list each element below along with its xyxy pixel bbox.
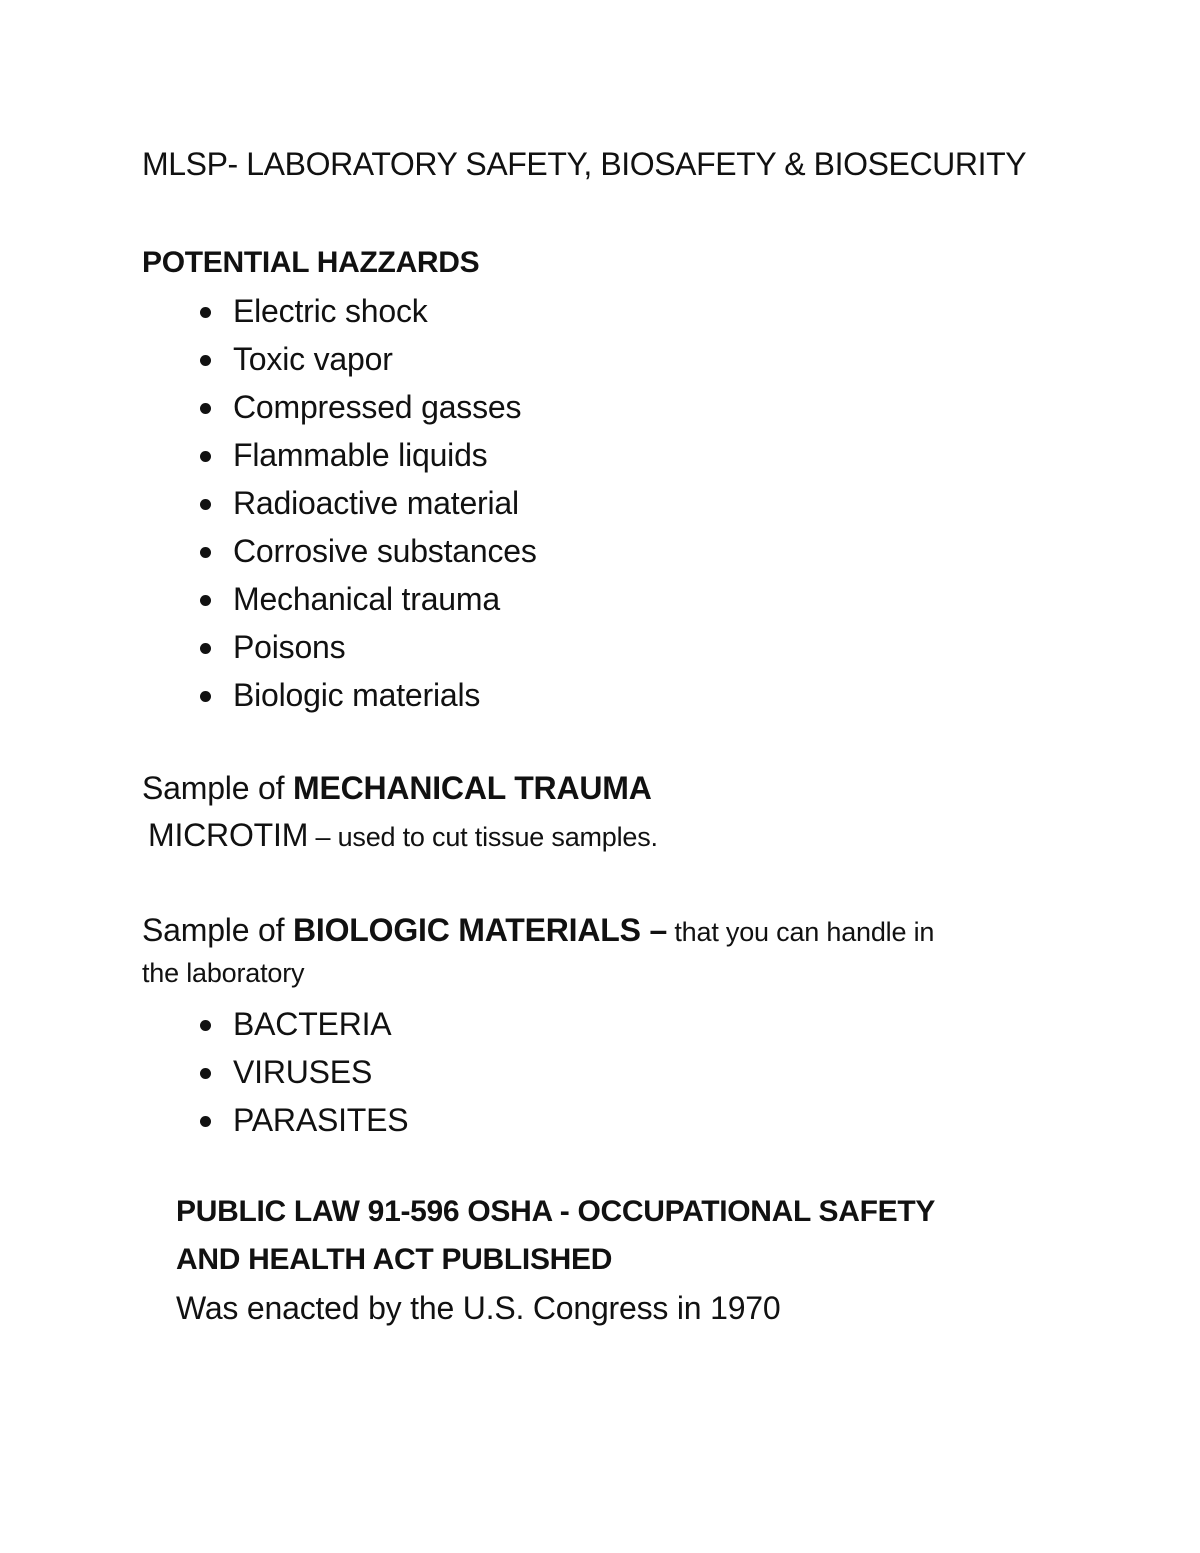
- hazards-heading: POTENTIAL HAZZARDS: [142, 246, 480, 279]
- biologic-item-label: BACTERIA: [233, 1006, 392, 1042]
- biologic-desc-line2: the laboratory: [142, 958, 305, 988]
- list-item: [196, 287, 537, 335]
- list-item: [196, 479, 537, 527]
- microtim-desc: used to cut tissue samples.: [337, 822, 658, 852]
- microtim-line: [148, 817, 658, 854]
- law-text: Was enacted by the U.S. Congress in 1970: [176, 1290, 781, 1326]
- bullet-icon: [200, 499, 211, 510]
- law-heading-line-2: AND HEALTH ACT PUBLISHED: [176, 1243, 613, 1276]
- hazard-label: Electric shock: [233, 293, 428, 329]
- list-item: [196, 1000, 408, 1048]
- biologic-list: [196, 1000, 408, 1144]
- list-item: [196, 335, 537, 383]
- bullet-icon: [200, 355, 211, 366]
- list-item: [196, 1096, 408, 1144]
- document-title: MLSP- LABORATORY SAFETY, BIOSAFETY & BIOSECURITY: [142, 146, 1027, 182]
- biologic-item-label: PARASITES: [233, 1102, 409, 1138]
- law-heading-line-1: PUBLIC LAW 91-596 OSHA - OCCUPATIONAL SAFETY: [176, 1195, 936, 1228]
- hazard-label: Biologic materials: [233, 677, 481, 713]
- hazard-label: Radioactive material: [233, 485, 519, 521]
- hazards-list: [196, 287, 537, 719]
- bullet-icon: [200, 691, 211, 702]
- biologic-prefix: Sample of: [142, 912, 293, 948]
- list-item: [196, 383, 537, 431]
- microtim-dash: –: [308, 822, 338, 852]
- hazard-label: Compressed gasses: [233, 389, 522, 425]
- list-item: [196, 527, 537, 575]
- biologic-item-label: VIRUSES: [233, 1054, 373, 1090]
- list-item: [196, 1048, 408, 1096]
- biologic-label: BIOLOGIC MATERIALS –: [292, 912, 668, 948]
- mechanical-trauma-line: [142, 770, 652, 807]
- bullet-icon: [200, 643, 211, 654]
- hazard-label: Mechanical trauma: [233, 581, 500, 617]
- bullet-icon: [200, 595, 211, 606]
- hazard-label: Poisons: [233, 629, 346, 665]
- microtim-name: MICROTIM: [148, 817, 309, 853]
- bullet-icon: [200, 403, 211, 414]
- bullet-icon: [200, 307, 211, 318]
- list-item: [196, 623, 537, 671]
- bullet-icon: [200, 1116, 211, 1127]
- bullet-icon: [200, 451, 211, 462]
- hazard-label: Toxic vapor: [233, 341, 393, 377]
- list-item: [196, 671, 537, 719]
- biologic-desc-line1: that you can handle in: [667, 917, 935, 947]
- bullet-icon: [200, 547, 211, 558]
- biologic-materials-line: [142, 912, 934, 949]
- mechanical-prefix: Sample of: [142, 770, 293, 806]
- list-item: [196, 575, 537, 623]
- bullet-icon: [200, 1020, 211, 1031]
- hazard-label: Corrosive substances: [233, 533, 537, 569]
- list-item: [196, 431, 537, 479]
- bullet-icon: [200, 1068, 211, 1079]
- mechanical-label: MECHANICAL TRAUMA: [292, 770, 652, 806]
- hazard-label: Flammable liquids: [233, 437, 488, 473]
